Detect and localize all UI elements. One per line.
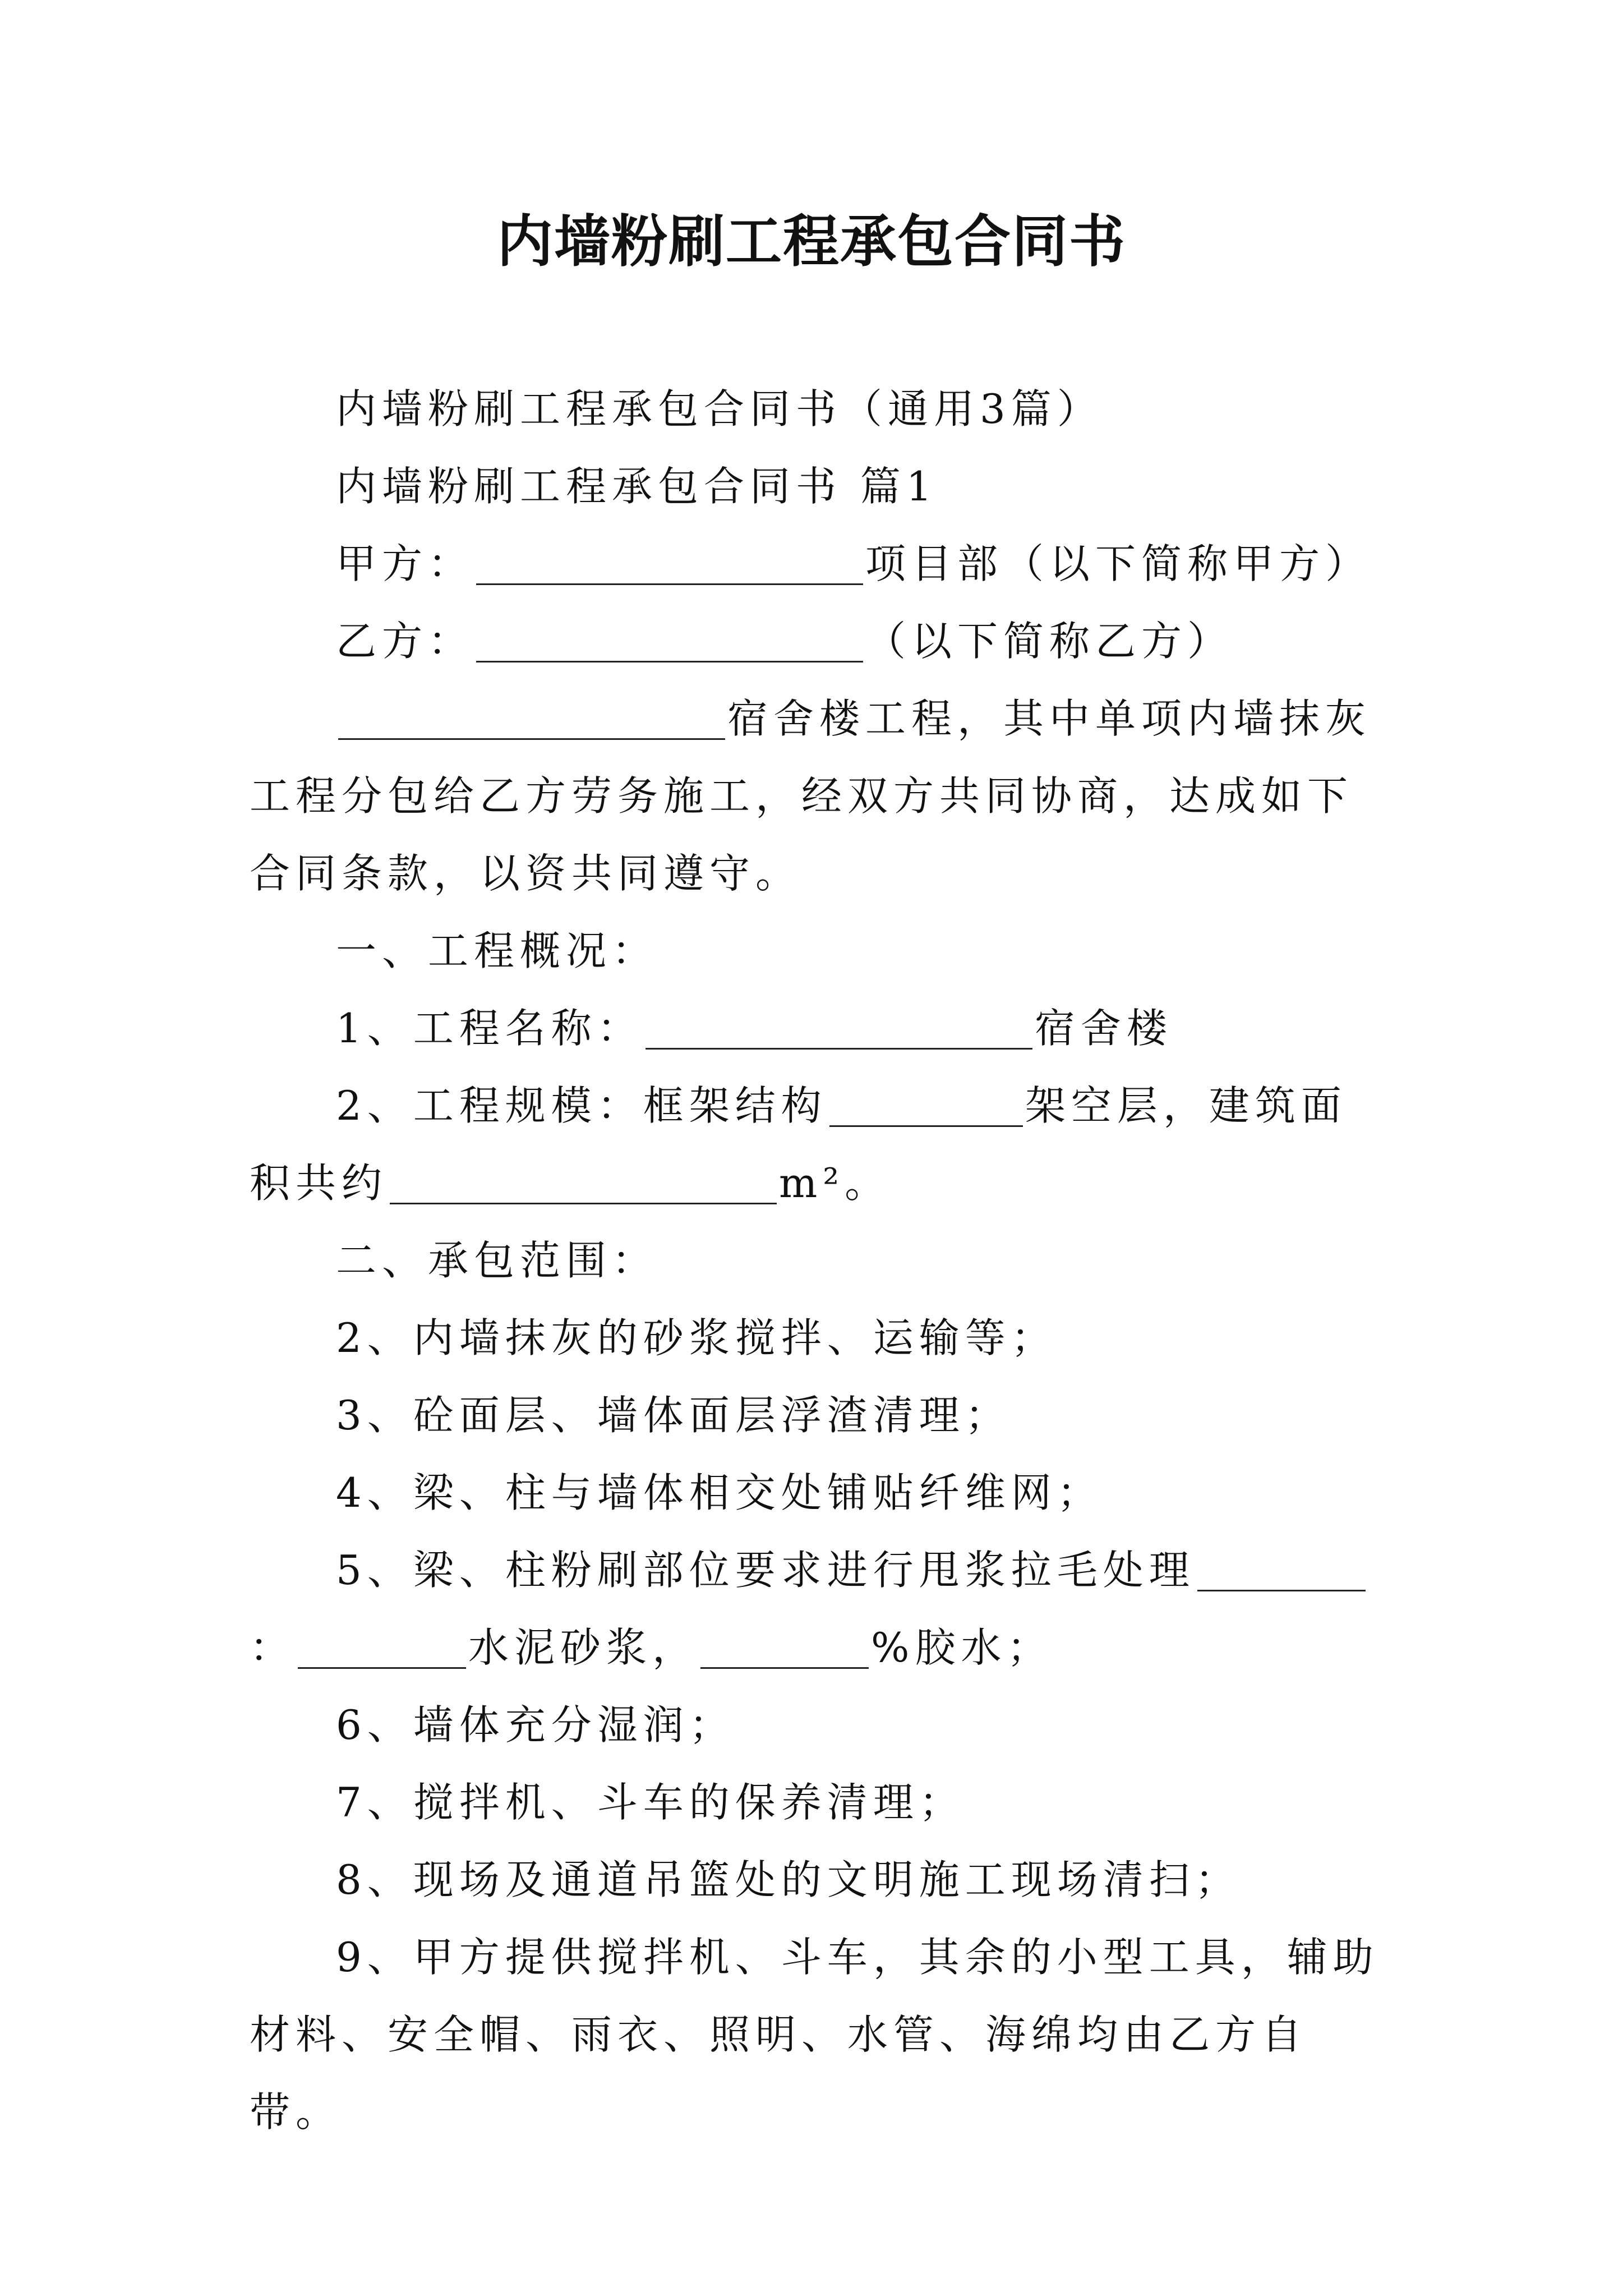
party-b-label: 乙方： bbox=[336, 618, 474, 665]
item2-label: 2、工程规模：框架结构 bbox=[336, 1082, 827, 1129]
party-a-label: 甲方： bbox=[336, 540, 474, 587]
project-name-blank bbox=[338, 698, 725, 740]
scope-5-glue-blank bbox=[700, 1627, 869, 1669]
party-a-suffix: 项目部（以下简称甲方） bbox=[865, 540, 1372, 587]
scope-item-7: 7、搅拌机、斗车的保养清理； bbox=[336, 1779, 965, 1826]
scope-item-9: 9、甲方提供搅拌机、斗车，其余的小型工具，辅助材料、安全帽、雨衣、照明、水管、海绵均由乙方自带。 bbox=[250, 1934, 1379, 2136]
section1-heading: 一、工程概况： bbox=[336, 927, 658, 974]
party-b-blank bbox=[476, 620, 863, 662]
document-title: 内墙粉刷工程承包合同书 bbox=[497, 208, 1126, 274]
scope-5-colon: ： bbox=[250, 1624, 296, 1671]
item2-area-blank bbox=[390, 1162, 777, 1204]
scope-5-text: 5、梁、柱粉刷部位要求进行甩浆拉毛处理 bbox=[336, 1547, 1195, 1594]
item2-floors-blank bbox=[829, 1085, 1023, 1127]
scope-item-4: 4、梁、柱与墙体相交处铺贴纤维网； bbox=[336, 1469, 1103, 1516]
item2-suffix: m²。 bbox=[779, 1159, 891, 1207]
party-b-suffix: （以下简称乙方） bbox=[865, 618, 1234, 665]
item2-paragraph bbox=[250, 1067, 1382, 1222]
intro-paragraph bbox=[250, 680, 1382, 912]
intro-text: 宿舍楼工程，其中单项内墙抹灰工程分包给乙方劳务施工，经双方共同协商，达成如下合同条款，以资共同遵守。 bbox=[250, 695, 1372, 897]
scope-5-suffix: %胶水； bbox=[871, 1624, 1053, 1671]
item1-label: 1、工程名称： bbox=[336, 1005, 643, 1052]
item1-line bbox=[250, 990, 1382, 1067]
party-a-line bbox=[250, 525, 1382, 602]
scope-item-2: 2、内墙抹灰的砂浆搅拌、运输等； bbox=[336, 1314, 1057, 1361]
scope-5-method-blank bbox=[1197, 1549, 1366, 1591]
scope-item-5 bbox=[250, 1531, 1382, 1686]
item2-middle: 架空层，建筑面积共约 bbox=[250, 1082, 1347, 1207]
scope-5-mortar-blank bbox=[298, 1627, 466, 1669]
part-heading: 内墙粉刷工程承包合同书 篇1 bbox=[336, 463, 938, 510]
item1-blank bbox=[645, 1007, 1032, 1050]
scope-item-8: 8、现场及通道吊篮处的文明施工现场清扫； bbox=[336, 1856, 1241, 1903]
scope-item-3: 3、砼面层、墙体面层浮渣清理； bbox=[336, 1392, 1011, 1439]
subtitle: 内墙粉刷工程承包合同书（通用3篇） bbox=[336, 385, 1103, 432]
party-a-blank bbox=[476, 543, 863, 585]
section2-heading: 二、承包范围： bbox=[336, 1237, 658, 1284]
scope-item-6: 6、墙体充分湿润； bbox=[336, 1701, 735, 1749]
scope-5-middle: 水泥砂浆， bbox=[468, 1624, 699, 1671]
item1-suffix: 宿舍楼 bbox=[1034, 1005, 1173, 1052]
document-body bbox=[250, 370, 1382, 2151]
party-b-line bbox=[250, 602, 1382, 680]
